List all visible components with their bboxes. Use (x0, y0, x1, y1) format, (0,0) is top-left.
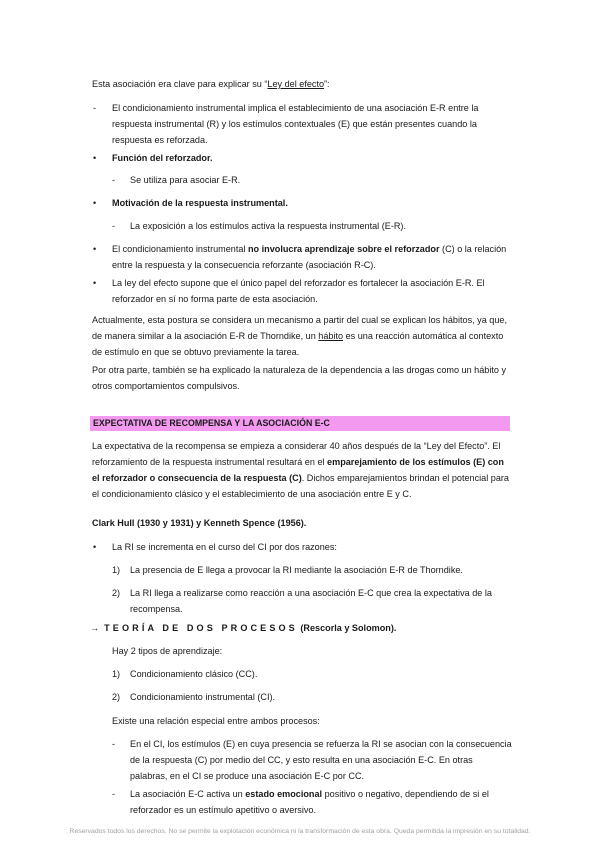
list1-item5: La ley del efecto supone que el único papel del reforzador es fortalecer la asociación E-R. El reforzador en sí no forma parte de esta asociación. (112, 278, 485, 304)
para1-text-b: es una reacción automática al contexto de estímulo en que se obtuvo previamente la tarea. (92, 331, 504, 357)
ley-del-efecto-link[interactable]: Ley del efecto (267, 79, 325, 89)
section-heading-highlight (90, 416, 510, 431)
types-intro: Hay 2 tipos de aprendizaje: (112, 646, 223, 656)
funcion-reforzador: Función del reforzador. (112, 153, 213, 163)
authors-bold: Clark Hull (1930 y 1931) y Kenneth Spence (1956). (92, 518, 307, 528)
item4-text-c: (C) o la relación entre la respuesta y la consecuencia reforzante (asociación R-C). (112, 244, 507, 270)
bullet-marker: • (93, 153, 97, 163)
list1-item3 (112, 195, 507, 211)
dash-marker: - (112, 221, 116, 231)
number-marker: 1) (112, 565, 121, 575)
para3-text-a: La expectativa de la recompensa se empieza a considerar 40 años después de la “Ley del Efecto”. El reforzamiento de la respuesta instrumental resultará en el (92, 441, 501, 467)
list1-item3-sub: La exposición a los estímulos activa la respuesta instrumental (E-R). (130, 221, 406, 231)
dash-marker: - (112, 789, 116, 799)
estado-emocional: estado emocional (245, 789, 323, 799)
theory-authors: (Rescorla y Solomon) (300, 623, 394, 633)
bullet-marker: • (93, 244, 97, 254)
section-heading: EXPECTATIVA DE RECOMPENSA Y LA ASOCIACIÓN E-C (93, 418, 330, 428)
list2-n2: La RI llega a realizarse como reacción a una asociación E-C que crea la expectativa de la recompensa. (130, 588, 492, 614)
list2-n1: La presencia de E llega a provocar la RI mediante la asociación E-R de Thorndike. (130, 565, 463, 575)
copyright-footer: Reservados todos los derechos. No se permite la explotación económica ni la transformación de esta obra. Queda permitida la impresión en su totalidad. (69, 828, 531, 835)
number-marker: 2) (112, 588, 121, 598)
type-1: Condicionamiento clásico (CC). (130, 669, 258, 679)
item4-bold: no involucra aprendizaje sobre el reforzador (247, 244, 440, 254)
authors-line (92, 515, 512, 531)
dash-marker: - (93, 103, 97, 113)
relation-2 (130, 786, 512, 818)
relation2-text-a: La asociación E-C activa un (130, 789, 246, 799)
theory-period: . (393, 623, 397, 633)
list2-item1: La RI se incrementa en el curso del CI por dos razones: (112, 542, 337, 552)
bullet-marker: • (93, 542, 97, 552)
theory-heading (90, 620, 396, 636)
bullet-marker: • (93, 198, 97, 208)
intro-text: Esta asociación era clave para explicar su “ (92, 79, 268, 89)
paragraph-drogas: Por otra parte, también se ha explicado la naturaleza de la dependencia a las drogas como un hábito y otros comportamientos compulsivos. (92, 365, 507, 391)
list1-item2-sub: Se utiliza para asociar E-R. (130, 175, 241, 185)
number-marker: 2) (112, 692, 121, 702)
relation-intro: Existe una relación especial entre ambos procesos: (112, 716, 320, 726)
motivacion-respuesta: Motivación de la respuesta instrumental. (112, 198, 288, 208)
item4-text-a: El condicionamiento instrumental (112, 244, 248, 254)
list1-item4 (112, 241, 507, 273)
bullet-marker: • (93, 278, 97, 288)
paragraph-habitos (92, 312, 512, 360)
relation2-text-c: positivo o negativo, dependiendo de si el reforzador es un estímulo apetitivo o aversivo. (130, 789, 489, 815)
relation-1: En el CI, los estímulos (E) en cuya presencia se refuerza la RI se asocian con la consecuencia de la respuesta (C) por medio del CC, y esto resulta en una asociación E-C. En otras palabras, en el CI se produce una asociación E-C por CC. (130, 739, 512, 781)
dash-marker: - (112, 739, 116, 749)
type-2: Condicionamiento instrumental (CI). (130, 692, 276, 702)
theory-title: TEORÍA DE DOS PROCESOS (104, 623, 298, 633)
para1-text-a: Actualmente, esta postura se considera un mecanismo a partir del cual se explican los hábitos, ya que, de manera similar a la asociación E-R de Thorndike, un (92, 315, 508, 341)
arrow-icon: → (90, 623, 100, 633)
list1-item1: El condicionamiento instrumental implica el establecimiento de una asociación E-R entre la respuesta instrumental (R) y los estímulos contextuales (E) que están presentes cuando la respuesta es reforzada. (112, 103, 479, 145)
intro-end: ”: (324, 79, 330, 89)
list1-item2 (112, 150, 507, 166)
number-marker: 1) (112, 669, 121, 679)
habito-link[interactable]: hábito (318, 331, 344, 341)
paragraph-expectativa (92, 438, 512, 502)
para3-bold: emparejamiento de los estímulos (E) con el reforzador o consecuencia de la respuesta (C) (92, 457, 504, 483)
para3-text-c: . Dichos emparejamientos brindan el potencial para el condicionamiento clásico y el establecimiento de una asociación entre E y C. (92, 473, 509, 499)
dash-marker: - (112, 175, 116, 185)
intro-paragraph (92, 76, 512, 92)
